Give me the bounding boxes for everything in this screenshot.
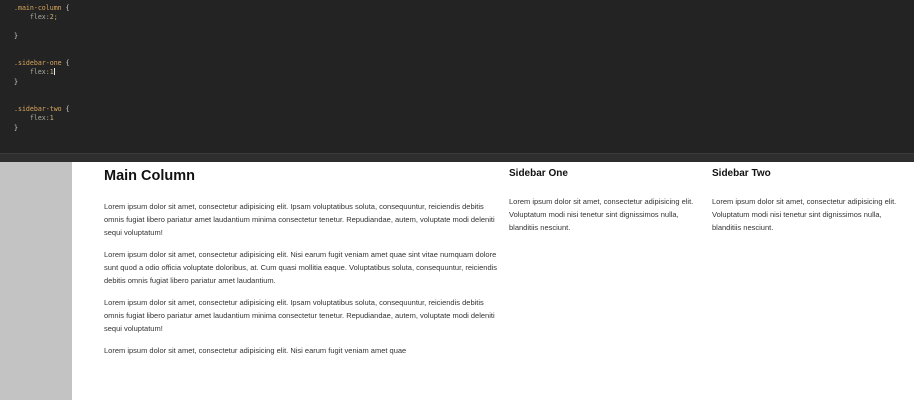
css-property: flex [29,114,46,123]
sidebar-two [712,162,908,234]
code-line[interactable] [14,114,70,123]
css-value: 1 [49,114,54,123]
code-line[interactable] [14,50,70,59]
code-brace: } [14,123,18,132]
panel-splitter[interactable] [0,153,914,162]
code-line[interactable] [14,4,70,13]
css-selector: .sidebar-one [14,59,62,68]
code-line[interactable] [14,96,70,105]
code-line[interactable] [14,124,70,133]
css-property: flex [29,13,46,22]
sidebar-two-text: Lorem ipsum dolor sit amet, consectetur adipisicing elit. Voluptatum modi nisi tenetur sint dignissimos nulla, blanditiis nesciunt. [712,197,897,232]
main-column [104,162,504,366]
code-colon: : [45,13,50,22]
code-line[interactable] [14,87,70,96]
code-colon: : [45,114,50,123]
code-brace: { [61,4,70,12]
css-code[interactable] [14,4,70,133]
code-line[interactable] [14,105,70,114]
code-line[interactable] [14,68,70,77]
main-column-title: Main Column [104,168,196,184]
css-editor-panel[interactable] [0,0,914,153]
preview-gutter [0,162,72,400]
css-selector: .sidebar-two [14,105,62,114]
sidebar-one [509,162,705,234]
code-brace: { [61,59,70,68]
text-cursor [54,68,55,75]
css-value: 2; [49,13,58,22]
code-brace: } [14,77,18,86]
preview-panel [0,162,914,400]
sidebar-two-title: Sidebar Two [712,168,771,179]
code-line[interactable] [14,32,70,41]
css-value: 1 [49,68,54,77]
code-line[interactable] [14,78,70,87]
code-brace: { [61,105,70,114]
code-line[interactable] [14,41,70,50]
sidebar-one-text: Lorem ipsum dolor sit amet, consectetur adipisicing elit. Voluptatum modi nisi tenetur sint dignissimos nulla, blanditiis nesciunt. [509,197,694,232]
sidebar-one-title: Sidebar One [509,168,568,179]
css-property: flex [29,68,46,77]
code-line[interactable] [14,59,70,68]
main-paragraph: Lorem ipsum dolor sit amet, consectetur adipisicing elit. Nisi earum fugit veniam amet quae [104,346,407,355]
code-line[interactable] [14,22,70,31]
code-line[interactable] [14,13,70,22]
code-colon: : [45,68,50,77]
main-paragraph: Lorem ipsum dolor sit amet, consectetur adipisicing elit. Ipsam voluptatibus soluta, consequuntur, reiciendis debitis omnis fugiat libero pariatur amet laudantium minima consectetur tenetur. Repudiandae, autem, voluptate modi deleniti sequi voluptatum! [104,202,495,237]
code-brace: } [14,31,18,40]
main-paragraph: Lorem ipsum dolor sit amet, consectetur adipisicing elit. Ipsam voluptatibus soluta, consequuntur, reiciendis debitis omnis fugiat libero pariatur amet laudantium minima consectetur tenetur. Repudiandae, autem, voluptate modi deleniti sequi voluptatum! [104,298,495,333]
css-selector: .main-column [14,4,62,12]
main-paragraph: Lorem ipsum dolor sit amet, consectetur adipisicing elit. Nisi earum fugit veniam amet quae sint vitae numquam dolore sunt quod a odio officia voluptate doloribus, at. Cum quasi mollitia eaque. Voluptatibus soluta, consequuntur, reiciendis debitis omnis fugiat libero pariatur amet laudantium. [104,250,498,285]
